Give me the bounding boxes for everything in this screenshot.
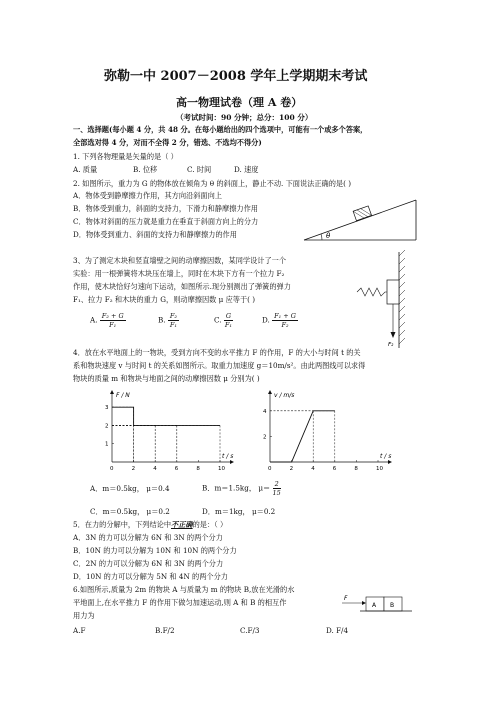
q2-stem: 2. 如图所示，重力为 G 的物体放在倾角为 θ 的斜面上，静止不动. 下面说法正确的是( )	[73, 179, 352, 188]
q4-line1: 4．放在水平地面上的一物块，受到方向不变的水平推力 F 的作用，F 的大小与时间 t 的关	[73, 348, 361, 357]
block-a-label: A	[372, 602, 377, 609]
q3-b-label: B.	[158, 315, 166, 325]
exam-subtitle: 高一物理试卷（理 A 卷）	[176, 96, 303, 109]
velocity-chart-x-tick-label: 6	[332, 466, 337, 472]
q3-c-label: C.	[214, 315, 222, 325]
q4-b-fraction	[273, 480, 281, 497]
velocity-chart-x-tick-label: 2	[289, 466, 294, 472]
q3-b-denominator: F₁	[169, 321, 177, 329]
q4-option-c: C．m＝0.5kg， μ＝0.2	[90, 507, 170, 516]
velocity-chart-x-label: t / s	[380, 453, 392, 460]
force-chart-series-line	[112, 407, 220, 425]
force-chart-x-tick-label: 0	[110, 466, 114, 472]
q2-option-a: A．物体受到静摩擦力作用，其方向沿斜面向上	[73, 191, 222, 200]
q4-b-text: B．m＝1.5kg， μ＝	[202, 483, 271, 493]
q4-b-numerator: 2	[274, 480, 279, 488]
q1-option-a: A. 质量	[73, 165, 98, 174]
q3-line3: 作用，使木块恰好匀速向下运动，如图所示.现分别测出了弹簧的弹力	[73, 282, 291, 291]
force-chart-x-tick-label: 10	[218, 466, 225, 472]
q4-line2: 系和物块速度 v 与时间 t 的关系如图所示。取重力加速度 g＝10m/s²。由此两图线可以求得	[73, 361, 366, 370]
incline-angle-label: θ	[326, 232, 331, 240]
q5-option-b: B．10N 的力可以分解为 10N 和 10N 的两个分力	[73, 546, 237, 555]
velocity-chart-y-label: v / m/s	[274, 392, 295, 399]
force-chart-y-tick-label: 1	[105, 441, 109, 448]
force-time-chart	[100, 388, 240, 472]
q4-option-d: D．m＝1kg， μ＝0.2	[202, 507, 276, 516]
force-chart-x-label: t / s	[222, 453, 234, 460]
force-chart-x-arrow	[230, 460, 234, 464]
section-heading: 一、选择题(每小题 4 分，共 48 分。在每小题给出的四个选项中，可能有一个或多个答案，	[73, 125, 368, 134]
q3-option-a	[90, 312, 126, 329]
force-chart-y-tick-label: 3	[105, 405, 109, 412]
force-chart-y-arrow	[110, 390, 114, 394]
q3-d-label: D.	[262, 315, 270, 325]
q3-option-c	[214, 312, 233, 329]
force-chart-x-tick-label: 8	[196, 466, 200, 472]
velocity-chart-x-tick-label: 8	[354, 466, 358, 472]
q3-a-fraction	[100, 312, 126, 329]
exam-title: 弥勒一中 2007－2008 学年上学期期末考试	[104, 69, 368, 84]
q4-option-b	[202, 480, 281, 497]
force-chart-x-tick-label: 4	[153, 466, 157, 472]
q3-d-numerator: F₁ + G	[274, 312, 296, 320]
spring-force-label: F₂	[388, 342, 394, 348]
q4-b-denominator: 15	[272, 489, 281, 497]
velocity-chart-x-tick-label: 4	[311, 466, 315, 472]
q6-option-b: B.F/2	[155, 626, 175, 635]
velocity-chart-series-line	[270, 411, 335, 462]
q4-option-a: A．m＝0.5kg， μ＝0.4	[90, 484, 170, 493]
velocity-chart-y-tick-label: 4	[263, 408, 267, 415]
q5-option-c: C．2N 的力可以分解为 6N 和 3N 的两个分力	[73, 559, 224, 568]
velocity-chart-x-tick-label: 10	[376, 466, 383, 472]
section-heading-2: 全部选对得 4 分，对而不全得 2 分，错选、不选均不得分)	[73, 138, 262, 147]
q3-c-fraction	[224, 312, 233, 329]
q4-line3: 物块的质量 m 和物块与地面之间的动摩擦因数 μ 分别为( )	[73, 374, 260, 383]
q3-c-denominator: F₁	[224, 321, 232, 329]
q6-option-a: A.F	[73, 626, 86, 635]
q3-d-fraction	[272, 312, 298, 329]
q6-option-c: C.F/3	[240, 626, 260, 635]
q6-line2: 平地面上,在水平推力 F 的作用下做匀加速运动,则 A 和 B 的相互作	[73, 598, 287, 607]
q1-option-d: D. 速度	[234, 165, 259, 174]
q3-b-numerator: F₂	[169, 312, 177, 320]
q1-option-b: B. 位移	[133, 165, 158, 174]
q1-stem: 1. 下列各物理量是矢量的是（ ）	[73, 152, 178, 161]
velocity-chart-x-arrow	[388, 460, 392, 464]
q2-option-c: C．物体对斜面的压力就是重力在垂直于斜面方向上的分力	[73, 217, 259, 226]
spring-wall-figure	[355, 250, 411, 350]
q3-line1: 3、为了测定木块和竖直墙壁之间的动摩擦因数，某同学设计了一个	[73, 256, 287, 265]
force-chart-y-label: F / N	[116, 392, 130, 399]
q1-option-c: C. 时间	[187, 165, 212, 174]
q6-option-d: D. F/4	[326, 626, 349, 635]
q3-a-label: A.	[90, 315, 98, 325]
q5-stem	[73, 520, 227, 529]
q5-option-d: D．10N 的力可以分解为 5N 和 4N 的两个分力	[73, 572, 228, 581]
velocity-chart-x-tick-label: 0	[268, 466, 272, 472]
q3-a-denominator: F₁	[109, 321, 117, 329]
q6-line1: 6.如图所示,质量为 2m 的物块 A 与质量为 m 的物块 B,放在光滑的水	[73, 585, 295, 594]
velocity-chart-y-arrow	[268, 390, 272, 394]
q6-line3: 用力为	[73, 611, 95, 620]
q3-c-numerator: G	[225, 312, 232, 320]
q3-b-fraction	[168, 312, 179, 329]
q5-stem-post: 的是：（ ）	[192, 520, 228, 529]
exam-meta: （考试时间：90 分钟；总分：100 分）	[176, 113, 313, 122]
q2-option-d: D．物体受到重力、斜面的支持力和静摩擦力的作用	[73, 230, 237, 239]
q5-stem-pre: 5．在力的分解中，下列结论中	[73, 520, 172, 529]
block-b-label: B	[390, 602, 395, 609]
q2-option-b: B．物体受到重力，斜面的支持力，下滑力和静摩擦力作用	[73, 204, 258, 213]
q3-line2: 实验：用一根弹簧将木块压在墙上，同时在木块下方有一个拉力 F₂	[73, 269, 285, 278]
velocity-time-chart	[258, 388, 398, 472]
blocks-figure	[340, 592, 420, 618]
force-chart-x-tick-label: 6	[174, 466, 179, 472]
force-chart-x-tick-label: 2	[131, 466, 136, 472]
q5-stem-emphasis: 不正确	[171, 520, 193, 529]
blocks-force-label: F	[344, 595, 348, 602]
q3-line4: F₁、拉力 F₂ 和木块的重力 G，则动摩擦因数 μ 应等于( )	[73, 295, 256, 304]
incline-figure	[300, 196, 420, 244]
force-chart-y-tick-label: 2	[105, 423, 109, 430]
q3-d-denominator: F₂	[281, 321, 289, 329]
q5-option-a: A．3N 的力可以分解为 6N 和 3N 的两个分力	[73, 533, 223, 542]
q3-option-b	[158, 312, 179, 329]
q3-option-d	[262, 312, 298, 329]
q3-a-numerator: F₂ + G	[101, 312, 124, 320]
velocity-chart-y-tick-label: 2	[263, 434, 267, 441]
